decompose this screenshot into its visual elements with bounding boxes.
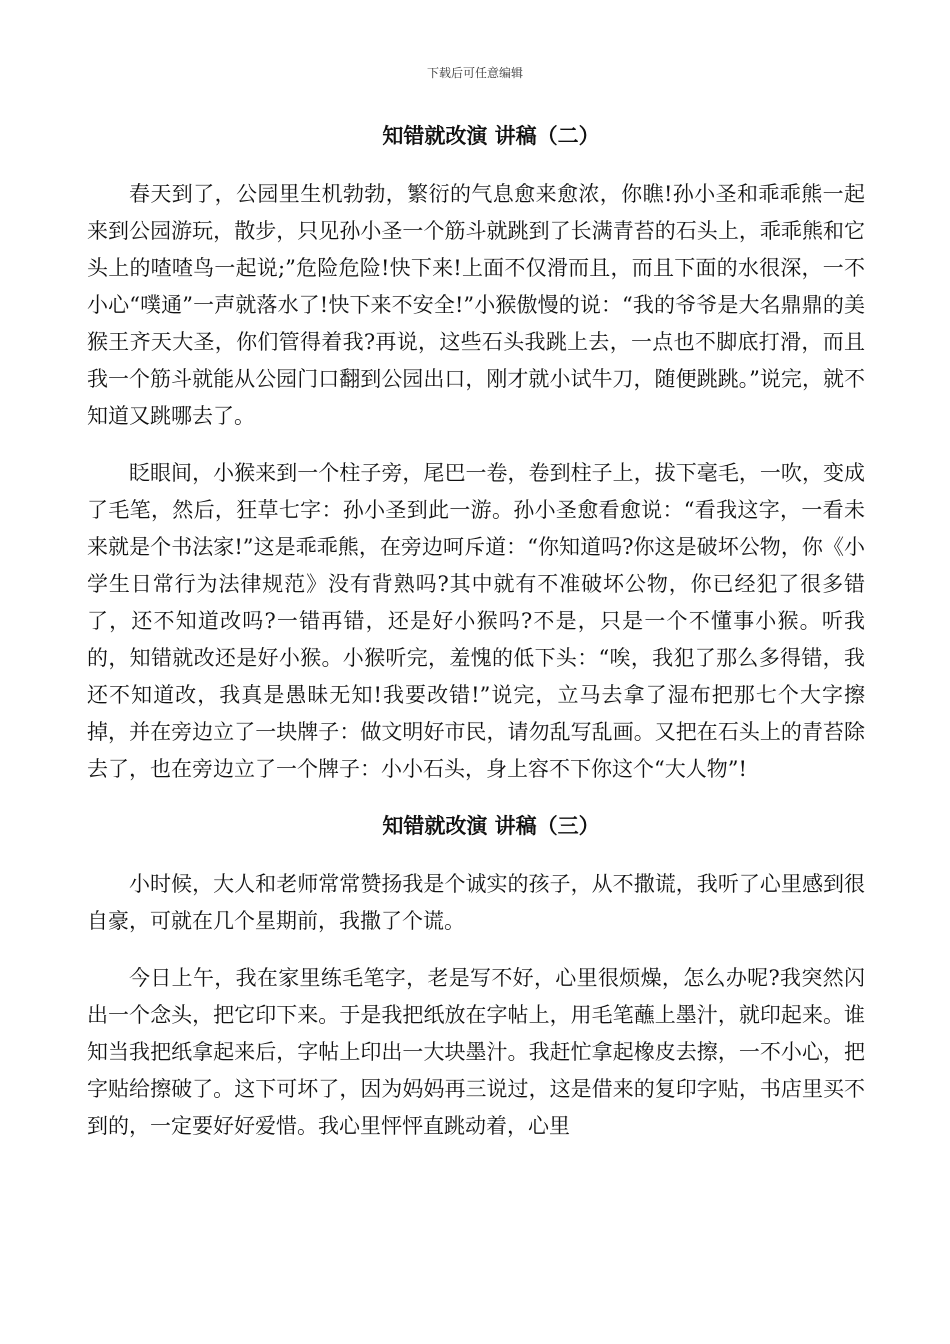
section-title-2: 知错就改演 讲稿（二） [382,123,600,148]
header-note: 下载后可任意编辑 [426,66,523,80]
paragraph: 眨眼间，小猴来到一个柱子旁，尾巴一卷，卷到柱子上，拔下毫毛，一吹，变成了毛笔，然后，狂草七字：孙小圣到此一游。孙小圣愈看愈说：“看我这字，一看未来就是个书法家!”这是乖乖熊，在旁边呵斥道：“你知道吗?你这是破坏公物，你《小学生日常行为法律规范》没有背熟吗?其中就有不准破坏公物，你已经犯了很多错了，还不知道改吗?一错再错，还是好小猴吗?不是，只是一个不懂事小猴。听我的，知错就改还是好小猴。小猴听完，羞愧的低下头：“唉，我犯了那么多得错，我还不知道改，我真是愚昧无知!我要改错!”说完，立马去拿了湿布把那七个大字擦掉，并在旁边立了一块牌子：做文明好市民，请勿乱写乱画。又把在石头上的青苔除去了，也在旁边立了一个牌子：小小石头，身上容不下你这个“大人物”! [87,461,865,781]
section-title-3: 知错就改演 讲稿（三） [382,813,600,838]
paragraph: 春天到了，公园里生机勃勃，繁衍的气息愈来愈浓，你瞧!孙小圣和乖乖熊一起来到公园游玩，散步，只见孙小圣一个筋斗就跳到了长满青苔的石头上，乖乖熊和它头上的喳喳鸟一起说;”危险危险!快下来!上面不仅滑而且，而且下面的水很深，一不小心“噗通”一声就落水了!快下来不安全!”小猴傲慢的说：“我的爷爷是大名鼎鼎的美猴王齐天大圣，你们管得着我?再说，这些石头我跳上去，一点也不脚底打滑，而且我一个筋斗就能从公园门口翻到公园出口，刚才就小试牛刀，随便跳跳。”说完，就不知道又跳哪去了。 [87,182,865,428]
paragraph: 今日上午，我在家里练毛笔字，老是写不好，心里很烦燥，怎么办呢?我突然闪出一个念头，把它印下来。于是我把纸放在字帖上，用毛笔蘸上墨汁，就印起来。谁知当我把纸拿起来后，字帖上印出一大块墨汁。我赶忙拿起橡皮去擦，一不小心，把字贴给擦破了。这下可坏了，因为妈妈再三说过，这是借来的复印字贴，书店里买不到的，一定要好好爱惜。我心里怦怦直跳动着，心里 [87,966,865,1138]
paragraph: 小时候，大人和老师常常赞扬我是个诚实的孩子，从不撒谎，我听了心里感到很自豪，可就在几个星期前，我撒了个谎。 [87,872,865,933]
document-body [87,118,865,1165]
